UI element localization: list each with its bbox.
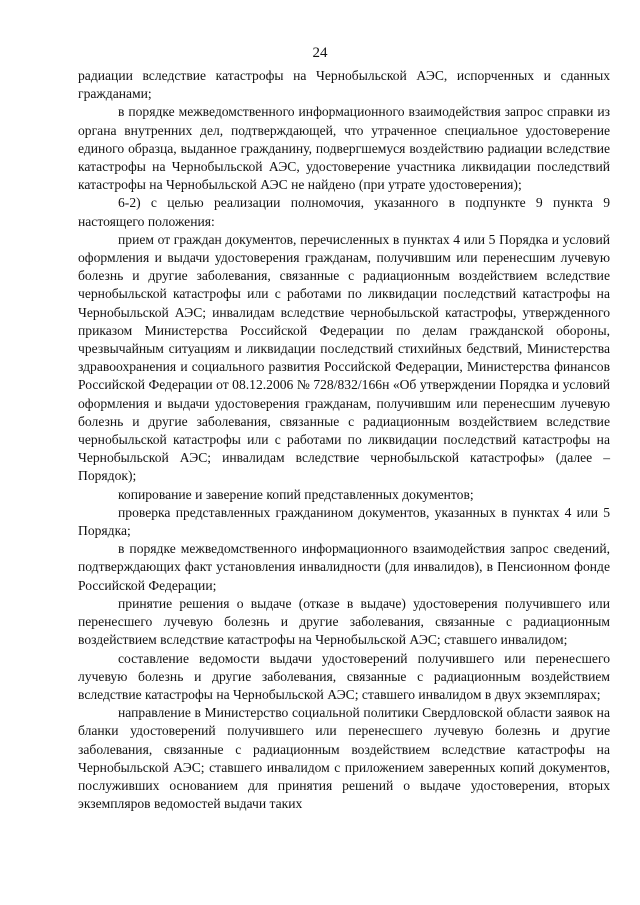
paragraph-application-submission: направление в Министерство социальной политики Свердловской области заявок на бланки удостоверений получившего или перенесшего лучевую болезнь и другие заболевания, связанные с радиационным воздействием вследствие катастрофы на Чернобыльской АЭС; ставшего инвалидом с приложением заверенных копий документов, послуживших основанием для принятия решений о выдаче удостоверения, вторых экземпляров ведомостей выдачи таких xyxy=(78,705,610,812)
paragraph-statement: составление ведомости выдачи удостоверений получившего или перенесшего лучевую болезнь и другие заболевания, связанные с радиационным воздействием вследствие катастрофы на Чернобыльской АЭС; ставшего инвалидом в двух экземплярах; xyxy=(78,650,610,702)
paragraph-interagency-request-certificate: в порядке межведомственного информационного взаимодействия запрос справки из органа внутренних дел, подтверждающей, что утраченное специальное удостоверение единого образца, выданное гражданину, подвергшемуся воздействию радиации вследствие катастрофы на Чернобыльской АЭС, удостоверение участника ликвидации последствий катастрофы на Чернобыльской АЭС не найдено (при утрате удостоверения); xyxy=(78,104,610,193)
page-number: 24 xyxy=(312,45,328,61)
paragraph-document-reception: прием от граждан документов, перечисленных в пунктах 4 или 5 Порядка и условий оформления и выдачи удостоверения гражданам, получившим или перенесшим лучевую болезнь и другие заболевания, связанные с радиационным воздействием вследствие чернобыльской катастрофы или с работами по ликвидации последствий катастрофы на Чернобыльской АЭС; инвалидам вследствие чернобыльской катастрофы, утвержденного приказом Министерства Российской Федерации по делам гражданской обороны, чрезвычайным ситуациям и ликвидации последствий стихийных бедствий, Министерства здравоохранения и социального развития Российской Федерации, Министерства финансов Российской Федерации от 08.12.2006 № 728/832/166н «Об утверждении Порядка и условий оформления и выдачи удостоверения гражданам, получившим или перенесшим лучевую болезнь и другие заболевания, связанные с радиационным воздействием вследствие чернобыльской катастрофы или с работами по ликвидации последствий катастрофы на Чернобыльской АЭС; инвалидам вследствие чернобыльской катастрофы» (далее – Порядок); xyxy=(78,231,610,484)
paragraph-6-2-heading: 6-2) с целью реализации полномочия, указанного в подпункте 9 пункта 9 настоящего положения: xyxy=(78,195,610,229)
document-body xyxy=(78,67,610,813)
paragraph-document-check: проверка представленных гражданином документов, указанных в пунктах 4 или 5 Порядка; xyxy=(78,504,610,539)
paragraph-decision: принятие решения о выдаче (отказе в выдаче) удостоверения получившего или перенесшего лучевую болезнь и другие заболевания, связанные с радиационным воздействием вследствие катастрофы на Чернобыльской АЭС; ставшего инвалидом; xyxy=(78,595,610,648)
paragraph-copy-certification: копирование и заверение копий представленных документов; xyxy=(118,486,474,502)
paragraph-disability-request: в порядке межведомственного информационного взаимодействия запрос сведений, подтверждающих факт установления инвалидности (для инвалидов), в Пенсионном фонде Российской Федерации; xyxy=(78,541,610,593)
paragraph-continuation: радиации вследствие катастрофы на Чернобыльской АЭС, испорченных и сданных гражданами; xyxy=(78,68,610,102)
